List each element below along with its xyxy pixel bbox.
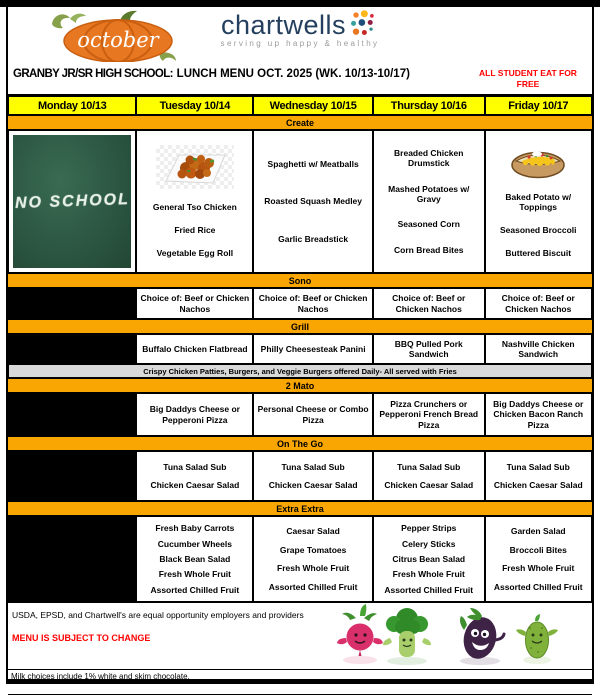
chartwells-tagline: serving up happy & healthy	[220, 39, 380, 48]
menu-cell-extra-extra-day2	[253, 516, 373, 602]
day-header-0: Monday 10/13	[8, 96, 136, 115]
menu-item: Choice of: Beef or Chicken Nachos	[392, 293, 466, 314]
school-name: GRANBY JR/SR HIGH SCHOOL	[13, 68, 170, 80]
menu-item: Tuna Salad Sub	[281, 461, 345, 472]
menu-cell-grill-day1	[136, 334, 253, 364]
station-row-create	[8, 130, 592, 273]
chartwells-wordmark: chartwells	[220, 10, 347, 40]
header	[8, 7, 592, 62]
baked-potato-clipart	[509, 145, 567, 179]
menu-cell-grill-day2	[253, 334, 373, 364]
menu-item: Garden Salad	[510, 526, 566, 537]
menu-item: Celery Sticks	[402, 538, 456, 549]
menu-item: Broccoli Bites	[509, 544, 567, 555]
menu-change-notice: MENU IS SUBJECT TO CHANGE	[12, 633, 151, 643]
menu-item: Vegetable Egg Roll	[156, 247, 234, 258]
day-header-3: Thursday 10/16	[373, 96, 485, 115]
menu-item: Assorted Chilled Fruit	[268, 581, 358, 592]
menu-item: Buttered Biscuit	[505, 247, 572, 258]
lunch-menu-table	[8, 94, 592, 602]
menu-cell-sono-day4	[485, 288, 592, 319]
menu-item: Fresh Whole Fruit	[158, 569, 231, 580]
menu-item: Chicken Caesar Salad	[493, 480, 583, 491]
menu-item: Cucumber Wheels	[157, 538, 232, 549]
menu-week-label: : LUNCH MENU OCT. 2025 (WK. 10/13-10/17)	[169, 68, 410, 80]
menu-cell-extra-extra-day1	[136, 516, 253, 602]
menu-item: Choice of: Beef or Chicken Nachos	[140, 293, 250, 314]
day-header-4: Friday 10/17	[485, 96, 592, 115]
menu-item: Black Bean Salad	[159, 553, 231, 564]
milk-note-box	[8, 669, 592, 695]
menu-cell-create-day4	[485, 130, 592, 273]
menu-cell-sono-day0	[8, 288, 136, 319]
page-title	[13, 68, 410, 80]
no-school-chalkboard	[13, 135, 131, 268]
menu-cell-extra-extra-day0	[8, 516, 136, 602]
menu-item: Baked Potato w/ Toppings	[505, 191, 572, 212]
day-header-1: Tuesday 10/14	[136, 96, 253, 115]
station-row-on-the-go	[8, 451, 592, 501]
menu-item: Breaded Chicken Drumstick	[394, 147, 464, 168]
title-row	[8, 62, 592, 92]
menu-cell-sono-day2	[253, 288, 373, 319]
station-band-extra-extra: Extra Extra	[8, 501, 592, 516]
station-row-extra-extra	[8, 516, 592, 602]
general-tso-chicken-photo-wrapper	[156, 145, 234, 189]
menu-cell-on-the-go-day4	[485, 451, 592, 501]
menu-item: Fresh Whole Fruit	[392, 569, 465, 580]
menu-item: Fresh Whole Fruit	[277, 563, 350, 574]
menu-cell-2-mato-day3	[373, 393, 485, 436]
menu-cell-sono-day3	[373, 288, 485, 319]
menu-cell-on-the-go-day0	[8, 451, 136, 501]
menu-item: Assorted Chilled Fruit	[493, 581, 583, 592]
menu-cell-grill-day3	[373, 334, 485, 364]
menu-item: Fresh Baby Carrots	[155, 523, 235, 534]
station-row-grill	[8, 334, 592, 364]
menu-item: Garlic Breadstick	[278, 233, 349, 244]
station-row-sono	[8, 288, 592, 319]
menu-item: Tuna Salad Sub	[397, 461, 461, 472]
menu-item: Spaghetti w/ Meatballs	[267, 159, 359, 170]
october-pumpkin-illustration	[42, 9, 194, 62]
station-band-on-the-go: On The Go	[8, 436, 592, 451]
menu-item: Seasoned Corn	[397, 219, 460, 230]
menu-item: Choice of: Beef or Chicken Nachos	[258, 293, 368, 314]
menu-item: Chicken Caesar Salad	[268, 480, 358, 491]
menu-cell-2-mato-day2	[253, 393, 373, 436]
menu-cell-grill-day4	[485, 334, 592, 364]
menu-item: Corn Bread Bites	[394, 245, 464, 256]
menu-item: Caesar Salad	[286, 526, 340, 537]
milk-note-text: Milk choices include 1% white and skim chocolate.	[11, 672, 190, 681]
top-border-bar	[0, 0, 600, 7]
day-header-row	[8, 96, 592, 115]
menu-cell-create-day0	[8, 130, 136, 273]
general-tso-chicken-photo	[160, 146, 230, 188]
free-meals-notice: ALL STUDENT EAT FOR FREE	[479, 68, 577, 90]
menu-item: General Tso Chicken	[152, 201, 237, 212]
menu-item: Assorted Chilled Fruit	[150, 584, 240, 595]
station-row-2-mato	[8, 393, 592, 436]
menu-item: Big Daddys Cheese or Chicken Bacon Ranch Pizza	[493, 399, 584, 430]
menu-item: Chicken Caesar Salad	[150, 480, 240, 491]
menu-item: Pizza Crunchers or Pepperoni French Bread Pizza	[379, 399, 479, 430]
menu-cell-create-day1	[136, 130, 253, 273]
menu-cell-on-the-go-day1	[136, 451, 253, 501]
menu-item: Pepper Strips	[401, 523, 457, 534]
equal-opportunity-text: USDA, EPSD, and Chartwell's are equal opportunity employers and providers	[12, 610, 304, 620]
menu-item: Nashville Chicken Sandwich	[501, 338, 575, 359]
menu-item: Buffalo Chicken Flatbread	[142, 343, 248, 354]
menu-item: Seasoned Broccoli	[499, 224, 577, 235]
menu-cell-2-mato-day4	[485, 393, 592, 436]
menu-cell-on-the-go-day3	[373, 451, 485, 501]
menu-cell-create-day2	[253, 130, 373, 273]
menu-item: Tuna Salad Sub	[163, 461, 227, 472]
daily-note-row: Crispy Chicken Patties, Burgers, and Veggie Burgers offered Daily- All served with Fries	[8, 364, 592, 378]
menu-cell-2-mato-day0	[8, 393, 136, 436]
station-band-create: Create	[8, 115, 592, 130]
menu-item: Tuna Salad Sub	[506, 461, 570, 472]
menu-item: Choice of: Beef or Chicken Nachos	[501, 293, 575, 314]
menu-item: Chicken Caesar Salad	[384, 480, 474, 491]
station-band-grill: Grill	[8, 319, 592, 334]
menu-item: BBQ Pulled Pork Sandwich	[394, 338, 463, 359]
menu-item: Fried Rice	[174, 224, 216, 235]
station-band-2-mato: 2 Mato	[8, 378, 592, 393]
menu-item: Mashed Potatoes w/ Gravy	[388, 183, 470, 204]
menu-item: Roasted Squash Medley	[264, 196, 363, 207]
chartwells-logo	[221, 10, 380, 48]
menu-cell-create-day3	[373, 130, 485, 273]
menu-item: Fresh Whole Fruit	[502, 563, 575, 574]
veggie-characters-illustration	[332, 604, 564, 666]
menu-item: Personal Cheese or Combo Pizza	[257, 404, 369, 425]
menu-item: Philly Cheesesteak Panini	[260, 343, 366, 354]
menu-sheet	[6, 7, 594, 684]
menu-item: Grape Tomatoes	[279, 544, 347, 555]
menu-cell-2-mato-day1	[136, 393, 253, 436]
menu-item: Citrus Bean Salad	[392, 553, 466, 564]
menu-cell-grill-day0	[8, 334, 136, 364]
day-header-2: Wednesday 10/15	[253, 96, 373, 115]
station-band-sono: Sono	[8, 273, 592, 288]
baked-potato-clipart-wrapper	[509, 145, 567, 179]
footer	[8, 602, 592, 667]
menu-cell-sono-day1	[136, 288, 253, 319]
menu-item: Assorted Chilled Fruit	[384, 584, 474, 595]
menu-cell-on-the-go-day2	[253, 451, 373, 501]
no-school-text: NO SCHOOL	[14, 190, 130, 212]
menu-cell-extra-extra-day3	[373, 516, 485, 602]
chartwells-dots-icon	[349, 10, 379, 40]
october-label: october	[77, 28, 159, 52]
menu-cell-extra-extra-day4	[485, 516, 592, 602]
menu-item: Big Daddys Cheese or Pepperoni Pizza	[149, 404, 240, 425]
